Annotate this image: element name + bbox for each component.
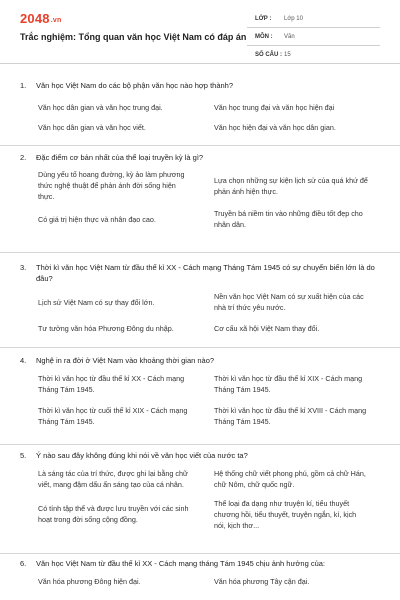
question-item xyxy=(20,355,382,428)
question-item xyxy=(20,450,382,531)
answer-option[interactable]: Có giá trị hiện thực và nhân đạo cao. xyxy=(38,214,156,224)
question-body: Đặc điểm cơ bản nhất của thể loại truyền kỳ là gì? xyxy=(36,153,204,162)
answer-options xyxy=(20,97,382,137)
logo-sub-text: .vn xyxy=(50,17,62,24)
info-value: Văn xyxy=(284,34,295,40)
answer-option[interactable]: Cơ cấu xã hội Việt Nam thay đổi. xyxy=(214,323,320,333)
question-text xyxy=(20,80,382,91)
answer-option[interactable]: Văn học trung đại và văn học hiện đại xyxy=(214,102,335,112)
question-item xyxy=(20,80,382,137)
info-value: 15 xyxy=(284,52,291,58)
answer-option[interactable]: Dùng yếu tố hoang đường, kỳ ảo làm phương thức nghệ thuật để phản ánh đời sống hiện thực. xyxy=(38,170,185,201)
question-text xyxy=(20,152,382,163)
answer-option[interactable]: Văn hóa phương Tây cận đại. xyxy=(214,576,310,586)
answer-option[interactable]: Văn học dân gian và văn học viết. xyxy=(38,122,146,132)
question-body: Ý nào sau đây không đúng khi nói về văn học viết của nước ta? xyxy=(36,451,248,460)
answer-option[interactable]: Có tính tập thể và được lưu truyền với các sinh hoạt trong đời sống cộng đồng. xyxy=(38,504,189,524)
answer-options xyxy=(20,467,382,531)
question-text xyxy=(20,450,382,461)
answer-option[interactable]: Lịch sử Việt Nam có sự thay đổi lớn. xyxy=(38,297,155,307)
question-item xyxy=(20,152,382,230)
header-divider xyxy=(0,63,400,64)
info-label: MÔN : xyxy=(255,34,273,40)
logo-main-text: 2048 xyxy=(20,11,50,26)
answer-option[interactable]: Thời kì văn học từ đầu thế kỉ XX - Cách mạng Tháng Tám 1945. xyxy=(38,374,185,394)
question-divider xyxy=(0,252,400,253)
answer-option[interactable]: Văn hóa phương Đông hiện đại. xyxy=(38,576,141,586)
page-title: Trắc nghiệm: Tổng quan văn học Việt Nam có đáp án xyxy=(20,32,247,42)
answer-option[interactable]: Thể loại đa dạng như truyện kí, tiểu thuyết chương hồi, tiểu thuyết, truyện ngắn, kí, kịch nói, kịch thơ... xyxy=(214,498,357,530)
answer-option[interactable]: Văn học hiện đại và văn học dân gian. xyxy=(214,122,336,132)
info-value: Lớp 10 xyxy=(284,16,303,22)
question-body: Văn học Việt Nam từ đầu thế kỉ XX - Cách mạng tháng Tám 1945 chịu ảnh hưởng của: xyxy=(36,559,326,568)
worksheet-header xyxy=(0,0,400,62)
question-body: Thời kì văn học Việt Nam từ đầu thế kỉ XX - Cách mạng Tháng Tám 1945 có sự chuyển biến lớn là do đâu? xyxy=(36,263,375,283)
question-number: 4. xyxy=(20,356,27,365)
info-label: LỚP : xyxy=(255,16,272,22)
question-body: Nghệ in ra đời ở Việt Nam vào khoảng thời gian nào? xyxy=(36,356,215,365)
answer-option[interactable]: Thời kì văn học từ đầu thế kỉ XIX - Cách mạng Tháng Tám 1945. xyxy=(214,374,363,394)
info-row-count xyxy=(247,50,380,64)
answer-option[interactable]: Lựa chọn những sự kiện lịch sử của quá khứ để phản ánh hiện thực. xyxy=(214,175,368,196)
question-text xyxy=(20,262,382,284)
question-divider xyxy=(0,444,400,445)
question-divider xyxy=(0,145,400,146)
question-divider xyxy=(0,553,400,554)
answer-option[interactable]: Truyền bá niềm tin vào những điều tốt đẹp cho nhân dân. xyxy=(214,209,363,229)
question-text xyxy=(20,355,382,366)
answer-options xyxy=(20,169,382,230)
answer-option[interactable]: Hệ thống chữ viết phong phú, gồm cả chữ Hán, chữ Nôm, chữ quốc ngữ. xyxy=(214,469,366,489)
answer-option[interactable]: Là sáng tác của trí thức, được ghi lại bằng chữ viết, mang đậm dấu ấn sáng tạo của cá nhân. xyxy=(38,469,188,489)
question-number: 5. xyxy=(20,451,27,460)
question-text xyxy=(20,558,382,569)
question-item xyxy=(20,558,382,589)
info-row-class xyxy=(247,14,380,28)
question-number: 3. xyxy=(20,263,27,272)
answer-options xyxy=(20,290,382,338)
question-item xyxy=(20,262,382,338)
question-body: Văn học Việt Nam do các bộ phận văn học nào hợp thành? xyxy=(36,81,234,90)
answer-option[interactable]: Nền văn học Việt Nam có sự xuất hiện của các nhà trí thức yêu nước. xyxy=(214,292,364,312)
info-label: SỐ CÂU : xyxy=(255,52,282,58)
question-number: 1. xyxy=(20,81,27,90)
question-number: 2. xyxy=(20,153,27,162)
answer-option[interactable]: Thời kì văn học từ cuối thế kỉ XIX - Cách mạng Tháng Tám 1945. xyxy=(38,406,188,426)
answer-options xyxy=(20,573,382,589)
worksheet-info xyxy=(247,14,380,68)
answer-options xyxy=(20,372,382,428)
site-logo[interactable] xyxy=(20,11,61,26)
info-row-subject xyxy=(247,32,380,46)
question-divider xyxy=(0,347,400,348)
question-number: 6. xyxy=(20,559,27,568)
answer-option[interactable]: Tư tưởng văn hóa Phương Đông du nhập. xyxy=(38,323,174,333)
answer-option[interactable]: Văn học dân gian và văn học trung đại. xyxy=(38,102,163,112)
answer-option[interactable]: Thời kì văn học từ đầu thế kỉ XVIII - Cách mạng Tháng Tám 1945. xyxy=(214,406,367,426)
